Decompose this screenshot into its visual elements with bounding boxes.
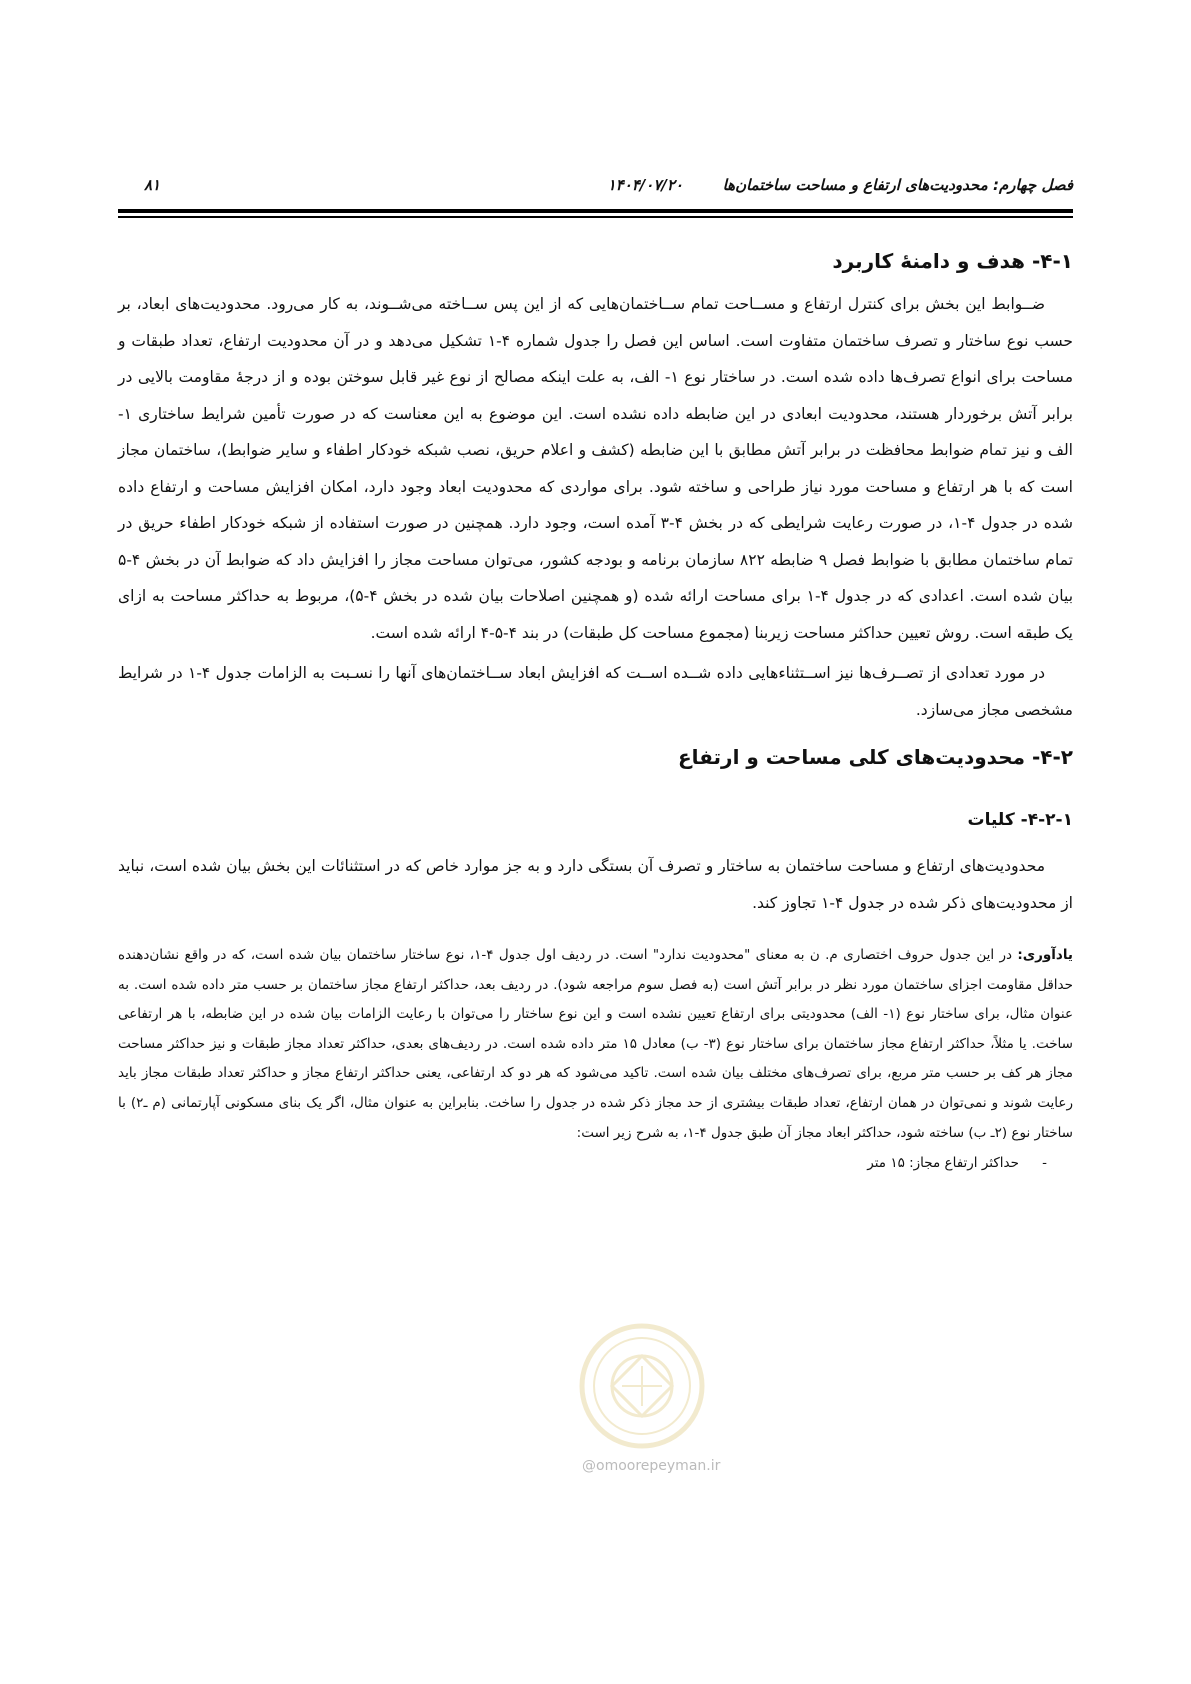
- header-rule-thin: [118, 216, 1073, 218]
- page-content: [118, 246, 1073, 1178]
- header-date: ۱۴۰۴/۰۷/۲۰: [607, 176, 683, 194]
- note-text: در این جدول حروف اختصاری م. ن به معنای "محدودیت ندارد" است. در ردیف اول جدول ۴-۱، نوع ساختار ساختمان بیان شده است، که در واقع نشان‌دهنده حداقل مقاومت اجزای ساختمان مورد نظر در برابر آتش است (به فصل سوم مراجعه شود). در ردیف بعد، حداکثر ارتفاع مجاز ساختمان بر حسب متر داده شده است. به عنوان مثال، برای ساختار نوع (۱- الف) محدودیتی برای ارتفاع تعیین نشده است و این نوع ساختار را می‌توان با رعایت الزامات بیان شده در این ضابطه، با هر ارتفاعی ساخت. یا مثلاً، حداکثر ارتفاع مجاز ساختمان برای ساختار نوع (۳- ب) معادل ۱۵ متر داده شده است. در ردیف‌های بعدی، حداکثر تعداد مجاز طبقات و نیز حداکثر مساحت مجاز هر کف بر حسب متر مربع، برای تصرف‌های مختلف بیان شده است. تاکید می‌شود که هر دو کد ارتفاعی، یعنی حداکثر ارتفاع مجاز و حداکثر تعداد طبقات مجاز باید رعایت شوند و نمی‌توان در همان ارتفاع، تعداد طبقات بیشتری از حد مجاز ذکر شده در جدول را ساخت. بنابراین به عنوان مثال، اگر یک بنای مسکونی آپارتمانی (م ـ۲) با ساختار نوع (۲ـ ب) ساخته شود، حداکثر ابعاد مجاز آن طبق جدول ۴-۱، به شرح زیر است:: [118, 947, 1073, 1141]
- header-rule-thick: [118, 209, 1073, 213]
- chapter-title: فصل چهارم: محدودیت‌های ارتفاع و مساحت ساختمان‌ها: [722, 176, 1073, 194]
- subsection-heading-4-2-1: ۴-۲-۱- کلیات: [967, 810, 1073, 830]
- page-number: ۸۱: [144, 176, 161, 194]
- note-bullet-item: - حداکثر ارتفاع مجاز: ۱۵ متر: [118, 1148, 1047, 1178]
- watermark-text: @omoorepeyman.ir: [582, 1458, 721, 1474]
- section-4-1-paragraph-1: ضــوابط این بخش برای کنترل ارتفاع و مســاحت تمام ســاختمان‌هایی که از این پس ســاخته می‌شــوند، به کار می‌رود. محدودیت‌های ابعاد، بر حسب نوع ساختار و تصرف ساختمان متفاوت است. اساس این فصل را جدول شماره ۴-۱ تشکیل می‌دهد و در آن محدودیت ارتفاع، تعداد طبقات و مساحت برای انواع تصرف‌ها داده شده است. در ساختار نوع ۱- الف، به علت اینکه مصالح از نوع غیر قابل سوختن بوده و از درجۀ مقاومت بالایی در برابر آتش برخوردار هستند، محدودیت ابعادی در این ضابطه داده نشده است. این موضوع به این معناست که در صورت تأمین شرایط ساختاری ۱- الف و نیز تمام ضوابط محافظت در برابر آتش مطابق با این ضابطه (کشف و اعلام حریق، نصب شبکه خودکار اطفاء و سایر ضوابط)، ساختمان مجاز است که با هر ارتفاع و مساحت مورد نیاز طراحی و ساخته شود. برای مواردی که محدودیت ابعاد وجود دارد، امکان افزایش مساحت و ارتفاع داده شده در جدول ۴-۱، در صورت رعایت شرایطی که در بخش ۴-۳ آمده است، وجود دارد. همچنین در صورت استفاده از شبکه خودکار اطفاء حریق در تمام ساختمان مطابق با ضوابط فصل ۹ ضابطه ۸۲۲ سازمان برنامه و بودجه کشور، می‌توان مساحت مجاز را افزایش داد که ضوابط آن در بخش ۴-۵ بیان شده است. اعدادی که در جدول ۴-۱ برای مساحت ارائه شده (و همچنین اصلاحات بیان شده در بخش ۴-۵)، مربوط به حداکثر مساحت به ازای یک طبقه است. روش تعیین حداکثر مساحت زیربنا (مجموع مساحت کل طبقات) در بند ۴-۵-۴ ارائه شده است.: [118, 295, 1074, 642]
- section-4-2-1-paragraph: محدودیت‌های ارتفاع و مساحت ساختمان به ساختار و تصرف آن بستگی دارد و به جز موارد خاص که در استثنائات این بخش بیان شده است، نباید از محدودیت‌های ذکر شده در جدول ۴-۱ تجاوز کند.: [118, 857, 1073, 912]
- section-heading-4-2: ۴-۲- محدودیت‌های کلی مساحت و ارتفاع: [677, 745, 1073, 769]
- note-label: یادآوری:: [1017, 947, 1073, 963]
- section-4-1-paragraph-2: در مورد تعدادی از تصــرف‌ها نیز اســتثناءهایی داده شــده اســت که افزایش ابعاد ســاختمان‌های آنها را نسـبت به الزامات جدول ۴-۱ در شرایط مشخصی مجاز می‌سازد.: [118, 664, 1073, 719]
- note-paragraph: [118, 941, 1073, 1148]
- watermark-seal-icon: [578, 1322, 706, 1450]
- page-header: [118, 176, 1073, 200]
- note-bullet-list: [118, 1148, 1073, 1178]
- section-heading-4-1: ۴-۱- هدف و دامنۀ کاربرد: [832, 249, 1073, 273]
- document-page: [118, 0, 1073, 1684]
